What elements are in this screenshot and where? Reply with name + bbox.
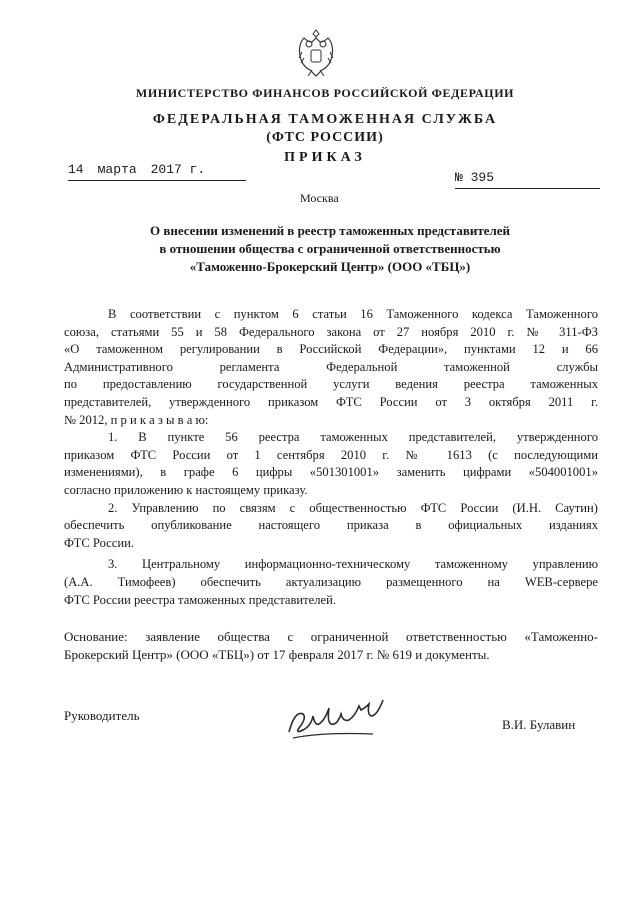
service-abbr: (ФТС РОССИИ) xyxy=(266,130,384,145)
item-3-line: ФТС России реестра таможенных представителей. xyxy=(64,592,337,607)
number-value: 395 xyxy=(470,170,495,185)
order-year: 2017 г. xyxy=(150,162,206,177)
basis-line: Основание: заявление общества с ограниченной ответственностью «Таможенно- xyxy=(64,629,598,644)
title-line: О внесении изменений в реестр таможенных представителей xyxy=(149,223,511,238)
body-line: № 2012, п р и к а з ы в а ю: xyxy=(64,412,209,427)
service-name: ФЕДЕРАЛЬНАЯ ТАМОЖЕННАЯ СЛУЖБА xyxy=(152,112,498,127)
item-3-line: (А.А. Тимофеев) обеспечить актуализацию размещенного на WEB-сервере xyxy=(64,574,598,589)
body-line: представителей, утвержденного приказом ФТС России от 3 октября 2011 г. xyxy=(64,394,598,409)
city: Москва xyxy=(300,191,339,205)
order-day: 14 xyxy=(68,162,84,177)
body-line: «О таможенном регулировании в Российской Федерации», пунктами 12 и 66 xyxy=(64,342,598,357)
item-2-line: 2. Управлению по связям с общественностью ФТС России (И.Н. Саутин) xyxy=(108,500,598,515)
item-2-line: ФТС России. xyxy=(64,535,134,550)
item-2-line: обеспечить опубликование настоящего приказа в официальных изданиях xyxy=(64,518,598,533)
item-1-line: согласно приложению к настоящему приказу. xyxy=(64,482,308,497)
body-line: по предоставлению государственной услуги ведения реестра таможенных xyxy=(64,377,598,392)
order-title xyxy=(80,222,580,276)
body-line: В соответствии с пунктом 6 статьи 16 Таможенного кодекса Таможенного xyxy=(108,307,598,321)
order-number xyxy=(455,170,600,189)
number-label: № xyxy=(455,170,463,185)
ministry-name: МИНИСТЕРСТВО ФИНАНСОВ РОССИЙСКОЙ ФЕДЕРАЦИИ xyxy=(135,86,515,100)
item-3-line: 3. Центральному информационно-техническому таможенному управлению xyxy=(108,557,598,572)
title-line: в отношении общества с ограниченной ответственностью xyxy=(159,241,501,256)
order-month: марта xyxy=(97,162,137,177)
item-1-line: изменениями), в графе 6 цифры «501301001» заменить цифрами «504001001» xyxy=(64,465,598,480)
signatory-role: Руководитель xyxy=(64,708,140,723)
signatory-name: В.И. Булавин xyxy=(502,717,576,732)
order-date xyxy=(68,162,246,181)
item-1-line: 1. В пункте 56 реестра таможенных представителей, утвержденного xyxy=(108,430,598,445)
signature-icon xyxy=(283,694,409,746)
body-line: Административного регламента Федеральной таможенной службы xyxy=(64,359,598,374)
document-type: ПРИКАЗ xyxy=(284,150,366,165)
coat-of-arms-icon xyxy=(296,28,336,80)
body-line: союза, статьями 55 и 58 Федерального закона от 27 ноября 2010 г. № 311-ФЗ xyxy=(64,324,598,339)
item-1-line: приказом ФТС России от 1 сентября 2010 г. № 1613 (с последующими xyxy=(64,447,598,462)
order-body xyxy=(64,306,598,609)
basis xyxy=(64,628,598,664)
title-line: «Таможенно-Брокерский Центр» (ООО «ТБЦ») xyxy=(189,259,471,274)
basis-line: Брокерский Центр» (ООО «ТБЦ») от 17 февраля 2017 г. № 619 и документы. xyxy=(64,647,490,662)
